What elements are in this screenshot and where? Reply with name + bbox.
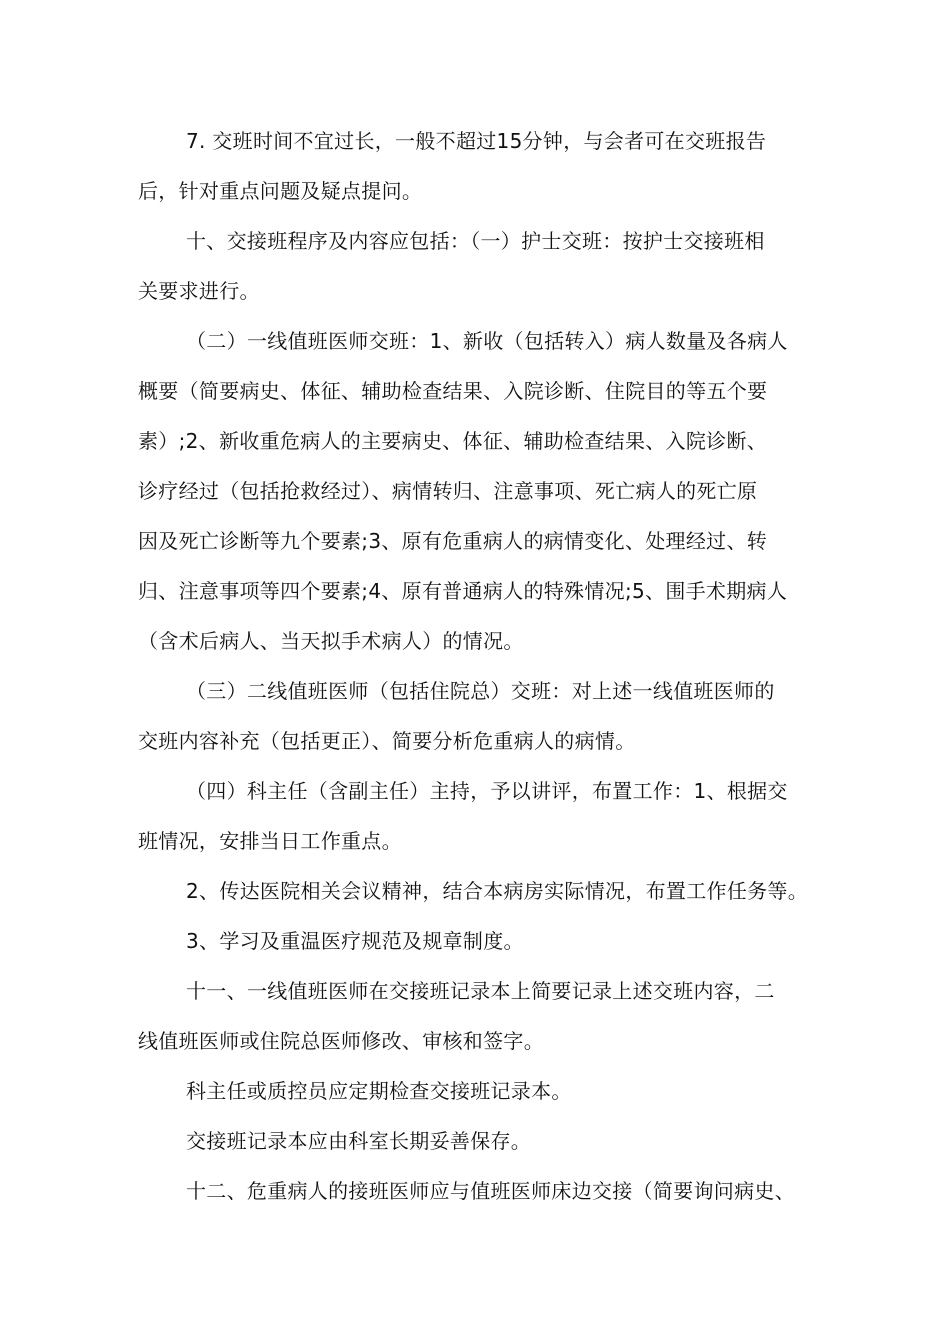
text-line: 十、交接班程序及内容应包括：（一）护士交班：按护士交接班相 — [186, 229, 765, 253]
text-line: （二）一线值班医师交班：1、新收（包括转入）病人数量及各病人 — [186, 329, 788, 353]
text-line: 科主任或质控员应定期检查交接班记录本。 — [186, 1079, 572, 1103]
text-line: 关要求进行。 — [138, 279, 260, 303]
text-line: 诊疗经过（包括抢救经过）、病情转归、注意事项、死亡病人的死亡原 — [138, 479, 758, 503]
text-line: 十一、一线值班医师在交接班记录本上简要记录上述交班内容，二 — [186, 979, 775, 1003]
text-line: 7. 交班时间不宜过长，一般不超过15分钟，与会者可在交班报告 — [186, 129, 767, 153]
text-line: （三）二线值班医师（包括住院总）交班：对上述一线值班医师的 — [186, 679, 775, 703]
text-line: 归、注意事项等四个要素;4、原有普通病人的特殊情况;5、围手术期病人 — [138, 579, 788, 603]
text-line: 素）;2、新收重危病人的主要病史、体征、辅助检查结果、入院诊断、 — [138, 429, 768, 453]
text-line: 因及死亡诊断等九个要素;3、原有危重病人的病情变化、处理经过、转 — [138, 529, 768, 553]
text-line: 十二、危重病人的接班医师应与值班医师床边交接（简要询问病史、 — [186, 1179, 795, 1203]
text-line: 概要（简要病史、体征、辅助检查结果、入院诊断、住院目的等五个要 — [138, 379, 768, 403]
text-line: 班情况，安排当日工作重点。 — [138, 829, 402, 853]
text-line: 3、学习及重温医疗规范及规章制度。 — [186, 929, 524, 953]
text-line: 交接班记录本应由科室长期妥善保存。 — [186, 1129, 532, 1153]
text-line: 2、传达医院相关会议精神，结合本病房实际情况，布置工作任务等。 — [186, 879, 809, 903]
text-line: 交班内容补充（包括更正）、简要分析危重病人的病情。 — [138, 729, 636, 753]
text-line: 后，针对重点问题及疑点提问。 — [138, 179, 423, 203]
text-line: （四）科主任（含副主任）主持，予以讲评，布置工作：1、根据交 — [186, 779, 788, 803]
text-line: （含术后病人、当天拟手术病人）的情况。 — [138, 629, 524, 653]
text-line: 线值班医师或住院总医师修改、审核和签字。 — [138, 1029, 544, 1053]
